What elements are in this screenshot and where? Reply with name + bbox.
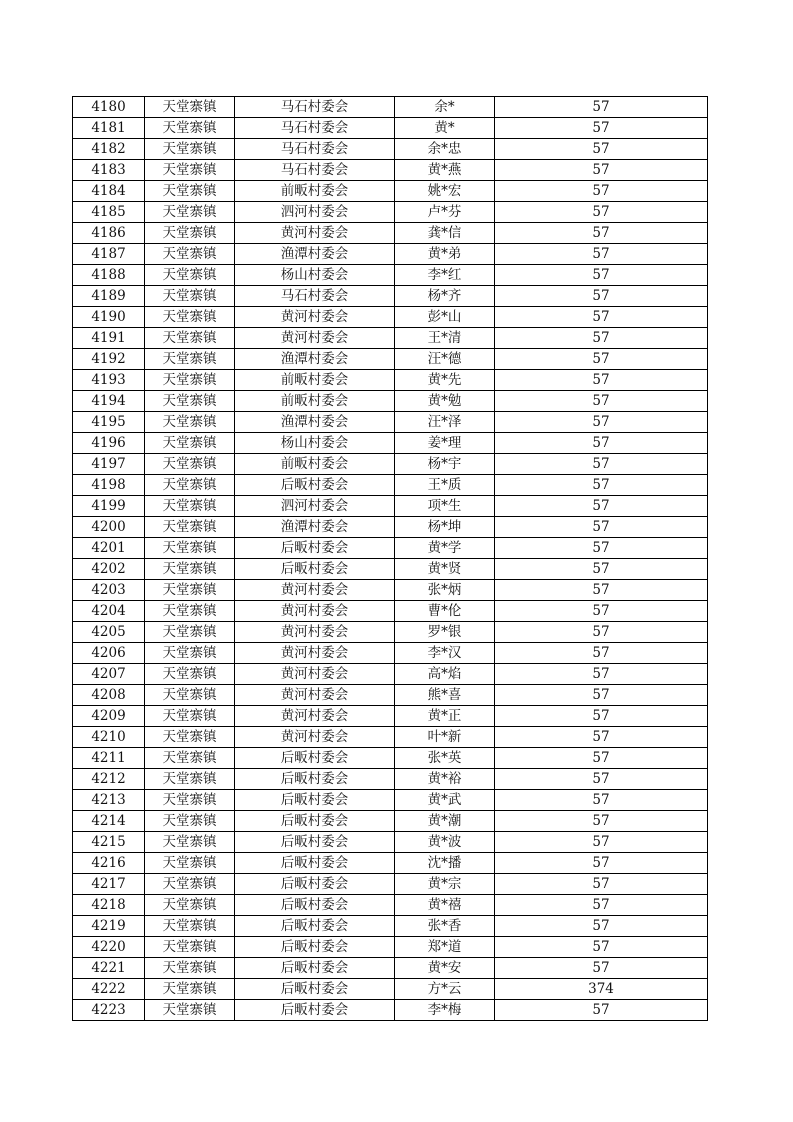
row-number-cell: 4188 [73,265,145,286]
name-cell: 黄*裕 [395,769,495,790]
table-row [73,181,708,202]
town-cell: 天堂寨镇 [145,202,235,223]
table-row [73,97,708,118]
village-committee-cell: 马石村委会 [235,286,395,307]
name-cell: 熊*喜 [395,685,495,706]
amount-cell: 57 [495,937,708,958]
amount-cell: 57 [495,769,708,790]
town-cell: 天堂寨镇 [145,748,235,769]
row-number-cell: 4203 [73,580,145,601]
village-committee-cell: 渔潭村委会 [235,349,395,370]
row-number-cell: 4201 [73,538,145,559]
name-cell: 黄*波 [395,832,495,853]
name-cell: 姜*理 [395,433,495,454]
table-row [73,139,708,160]
village-committee-cell: 前畈村委会 [235,370,395,391]
village-committee-cell: 后畈村委会 [235,811,395,832]
village-committee-cell: 马石村委会 [235,118,395,139]
name-cell: 沈*播 [395,853,495,874]
row-number-cell: 4212 [73,769,145,790]
town-cell: 天堂寨镇 [145,244,235,265]
table-row [73,433,708,454]
town-cell: 天堂寨镇 [145,769,235,790]
row-number-cell: 4217 [73,874,145,895]
town-cell: 天堂寨镇 [145,580,235,601]
row-number-cell: 4214 [73,811,145,832]
town-cell: 天堂寨镇 [145,706,235,727]
amount-cell: 57 [495,664,708,685]
name-cell: 李*梅 [395,1000,495,1021]
name-cell: 余*忠 [395,139,495,160]
amount-cell: 57 [495,454,708,475]
amount-cell: 57 [495,475,708,496]
village-committee-cell: 后畈村委会 [235,916,395,937]
row-number-cell: 4183 [73,160,145,181]
amount-cell: 57 [495,559,708,580]
name-cell: 黄*武 [395,790,495,811]
village-committee-cell: 后畈村委会 [235,1000,395,1021]
name-cell: 黄*勉 [395,391,495,412]
town-cell: 天堂寨镇 [145,97,235,118]
town-cell: 天堂寨镇 [145,118,235,139]
table-row [73,202,708,223]
name-cell: 彭*山 [395,307,495,328]
row-number-cell: 4189 [73,286,145,307]
village-committee-cell: 后畈村委会 [235,853,395,874]
village-committee-cell: 黄河村委会 [235,622,395,643]
name-cell: 杨*齐 [395,286,495,307]
table-row [73,160,708,181]
name-cell: 王*清 [395,328,495,349]
town-cell: 天堂寨镇 [145,139,235,160]
table-row [73,118,708,139]
town-cell: 天堂寨镇 [145,874,235,895]
name-cell: 张*炳 [395,580,495,601]
table-row [73,874,708,895]
village-committee-cell: 杨山村委会 [235,433,395,454]
village-committee-cell: 泗河村委会 [235,202,395,223]
name-cell: 黄*禧 [395,895,495,916]
amount-cell: 57 [495,538,708,559]
amount-cell: 57 [495,916,708,937]
row-number-cell: 4205 [73,622,145,643]
village-committee-cell: 前畈村委会 [235,454,395,475]
table-row [73,664,708,685]
table-row [73,811,708,832]
table-row [73,643,708,664]
amount-cell: 57 [495,643,708,664]
village-committee-cell: 马石村委会 [235,97,395,118]
village-committee-cell: 后畈村委会 [235,559,395,580]
amount-cell: 57 [495,223,708,244]
village-committee-cell: 后畈村委会 [235,769,395,790]
row-number-cell: 4185 [73,202,145,223]
table-row [73,916,708,937]
table-row [73,580,708,601]
town-cell: 天堂寨镇 [145,895,235,916]
amount-cell: 57 [495,706,708,727]
amount-cell: 57 [495,895,708,916]
row-number-cell: 4180 [73,97,145,118]
amount-cell: 57 [495,1000,708,1021]
amount-cell: 57 [495,748,708,769]
table-row [73,748,708,769]
name-cell: 杨*宇 [395,454,495,475]
row-number-cell: 4223 [73,1000,145,1021]
row-number-cell: 4204 [73,601,145,622]
town-cell: 天堂寨镇 [145,370,235,391]
village-committee-cell: 黄河村委会 [235,601,395,622]
village-committee-cell: 黄河村委会 [235,580,395,601]
town-cell: 天堂寨镇 [145,979,235,1000]
amount-cell: 57 [495,118,708,139]
table-row [73,328,708,349]
amount-cell: 57 [495,958,708,979]
table-row [73,454,708,475]
amount-cell: 57 [495,496,708,517]
row-number-cell: 4213 [73,790,145,811]
village-committee-cell: 前畈村委会 [235,181,395,202]
village-committee-cell: 后畈村委会 [235,475,395,496]
amount-cell: 57 [495,622,708,643]
row-number-cell: 4209 [73,706,145,727]
row-number-cell: 4200 [73,517,145,538]
village-committee-cell: 马石村委会 [235,160,395,181]
town-cell: 天堂寨镇 [145,958,235,979]
village-committee-cell: 后畈村委会 [235,979,395,1000]
row-number-cell: 4194 [73,391,145,412]
row-number-cell: 4198 [73,475,145,496]
row-number-cell: 4210 [73,727,145,748]
town-cell: 天堂寨镇 [145,286,235,307]
amount-cell: 57 [495,139,708,160]
village-committee-cell: 黄河村委会 [235,307,395,328]
name-cell: 姚*宏 [395,181,495,202]
amount-cell: 57 [495,685,708,706]
row-number-cell: 4196 [73,433,145,454]
table-row [73,517,708,538]
row-number-cell: 4206 [73,643,145,664]
name-cell: 罗*银 [395,622,495,643]
name-cell: 郑*道 [395,937,495,958]
town-cell: 天堂寨镇 [145,664,235,685]
name-cell: 项*生 [395,496,495,517]
amount-cell: 57 [495,349,708,370]
table-row [73,601,708,622]
name-cell: 黄*宗 [395,874,495,895]
amount-cell: 57 [495,307,708,328]
row-number-cell: 4216 [73,853,145,874]
village-committee-cell: 后畈村委会 [235,895,395,916]
amount-cell: 57 [495,433,708,454]
amount-cell: 374 [495,979,708,1000]
village-committee-cell: 后畈村委会 [235,832,395,853]
row-number-cell: 4215 [73,832,145,853]
village-committee-cell: 渔潭村委会 [235,412,395,433]
town-cell: 天堂寨镇 [145,412,235,433]
town-cell: 天堂寨镇 [145,181,235,202]
name-cell: 叶*新 [395,727,495,748]
table-row [73,349,708,370]
table-row [73,958,708,979]
table-row [73,937,708,958]
amount-cell: 57 [495,853,708,874]
table-row [73,412,708,433]
town-cell: 天堂寨镇 [145,790,235,811]
town-cell: 天堂寨镇 [145,916,235,937]
roster-table-body [73,97,708,1021]
name-cell: 黄*燕 [395,160,495,181]
amount-cell: 57 [495,160,708,181]
row-number-cell: 4193 [73,370,145,391]
amount-cell: 57 [495,391,708,412]
town-cell: 天堂寨镇 [145,454,235,475]
table-row [73,706,708,727]
town-cell: 天堂寨镇 [145,391,235,412]
village-committee-cell: 后畈村委会 [235,937,395,958]
amount-cell: 57 [495,580,708,601]
town-cell: 天堂寨镇 [145,349,235,370]
town-cell: 天堂寨镇 [145,727,235,748]
town-cell: 天堂寨镇 [145,1000,235,1021]
table-row [73,895,708,916]
amount-cell: 57 [495,244,708,265]
name-cell: 李*汉 [395,643,495,664]
table-row [73,979,708,1000]
amount-cell: 57 [495,832,708,853]
name-cell: 曹*伦 [395,601,495,622]
table-row [73,769,708,790]
row-number-cell: 4190 [73,307,145,328]
roster-table [72,96,708,1021]
name-cell: 黄*先 [395,370,495,391]
town-cell: 天堂寨镇 [145,643,235,664]
table-row [73,622,708,643]
amount-cell: 57 [495,181,708,202]
row-number-cell: 4181 [73,118,145,139]
table-row [73,1000,708,1021]
table-row [73,790,708,811]
amount-cell: 57 [495,97,708,118]
amount-cell: 57 [495,412,708,433]
town-cell: 天堂寨镇 [145,559,235,580]
village-committee-cell: 渔潭村委会 [235,517,395,538]
amount-cell: 57 [495,370,708,391]
town-cell: 天堂寨镇 [145,475,235,496]
table-row [73,559,708,580]
town-cell: 天堂寨镇 [145,517,235,538]
name-cell: 张*香 [395,916,495,937]
row-number-cell: 4186 [73,223,145,244]
name-cell: 李*红 [395,265,495,286]
town-cell: 天堂寨镇 [145,265,235,286]
amount-cell: 57 [495,286,708,307]
name-cell: 黄*安 [395,958,495,979]
table-row [73,496,708,517]
name-cell: 方*云 [395,979,495,1000]
amount-cell: 57 [495,874,708,895]
table-row [73,391,708,412]
row-number-cell: 4197 [73,454,145,475]
name-cell: 黄*正 [395,706,495,727]
table-row [73,475,708,496]
row-number-cell: 4222 [73,979,145,1000]
name-cell: 汪*泽 [395,412,495,433]
table-row [73,223,708,244]
amount-cell: 57 [495,790,708,811]
town-cell: 天堂寨镇 [145,538,235,559]
village-committee-cell: 黄河村委会 [235,643,395,664]
amount-cell: 57 [495,601,708,622]
village-committee-cell: 前畈村委会 [235,391,395,412]
town-cell: 天堂寨镇 [145,622,235,643]
town-cell: 天堂寨镇 [145,433,235,454]
village-committee-cell: 后畈村委会 [235,748,395,769]
amount-cell: 57 [495,202,708,223]
row-number-cell: 4191 [73,328,145,349]
table-row [73,265,708,286]
table-row [73,853,708,874]
name-cell: 黄*潮 [395,811,495,832]
town-cell: 天堂寨镇 [145,685,235,706]
row-number-cell: 4182 [73,139,145,160]
town-cell: 天堂寨镇 [145,601,235,622]
name-cell: 黄*贤 [395,559,495,580]
row-number-cell: 4218 [73,895,145,916]
table-row [73,832,708,853]
village-committee-cell: 泗河村委会 [235,496,395,517]
table-row [73,244,708,265]
town-cell: 天堂寨镇 [145,853,235,874]
village-committee-cell: 渔潭村委会 [235,244,395,265]
row-number-cell: 4207 [73,664,145,685]
table-row [73,370,708,391]
row-number-cell: 4220 [73,937,145,958]
town-cell: 天堂寨镇 [145,811,235,832]
row-number-cell: 4211 [73,748,145,769]
row-number-cell: 4192 [73,349,145,370]
table-row [73,685,708,706]
amount-cell: 57 [495,517,708,538]
village-committee-cell: 后畈村委会 [235,538,395,559]
row-number-cell: 4219 [73,916,145,937]
name-cell: 王*质 [395,475,495,496]
amount-cell: 57 [495,811,708,832]
town-cell: 天堂寨镇 [145,937,235,958]
name-cell: 杨*坤 [395,517,495,538]
town-cell: 天堂寨镇 [145,328,235,349]
village-committee-cell: 黄河村委会 [235,685,395,706]
village-committee-cell: 马石村委会 [235,139,395,160]
name-cell: 汪*德 [395,349,495,370]
name-cell: 高*焰 [395,664,495,685]
row-number-cell: 4221 [73,958,145,979]
name-cell: 黄* [395,118,495,139]
town-cell: 天堂寨镇 [145,832,235,853]
village-committee-cell: 黄河村委会 [235,664,395,685]
village-committee-cell: 杨山村委会 [235,265,395,286]
village-committee-cell: 后畈村委会 [235,790,395,811]
village-committee-cell: 黄河村委会 [235,727,395,748]
name-cell: 余* [395,97,495,118]
row-number-cell: 4208 [73,685,145,706]
row-number-cell: 4195 [73,412,145,433]
amount-cell: 57 [495,328,708,349]
town-cell: 天堂寨镇 [145,160,235,181]
amount-cell: 57 [495,265,708,286]
name-cell: 龚*信 [395,223,495,244]
name-cell: 黄*弟 [395,244,495,265]
village-committee-cell: 黄河村委会 [235,328,395,349]
town-cell: 天堂寨镇 [145,223,235,244]
name-cell: 卢*芬 [395,202,495,223]
village-committee-cell: 黄河村委会 [235,706,395,727]
village-committee-cell: 后畈村委会 [235,874,395,895]
town-cell: 天堂寨镇 [145,496,235,517]
town-cell: 天堂寨镇 [145,307,235,328]
name-cell: 黄*学 [395,538,495,559]
row-number-cell: 4199 [73,496,145,517]
row-number-cell: 4202 [73,559,145,580]
table-row [73,727,708,748]
table-row [73,307,708,328]
village-committee-cell: 后畈村委会 [235,958,395,979]
name-cell: 张*英 [395,748,495,769]
amount-cell: 57 [495,727,708,748]
table-row [73,286,708,307]
row-number-cell: 4184 [73,181,145,202]
table-row [73,538,708,559]
village-committee-cell: 黄河村委会 [235,223,395,244]
row-number-cell: 4187 [73,244,145,265]
